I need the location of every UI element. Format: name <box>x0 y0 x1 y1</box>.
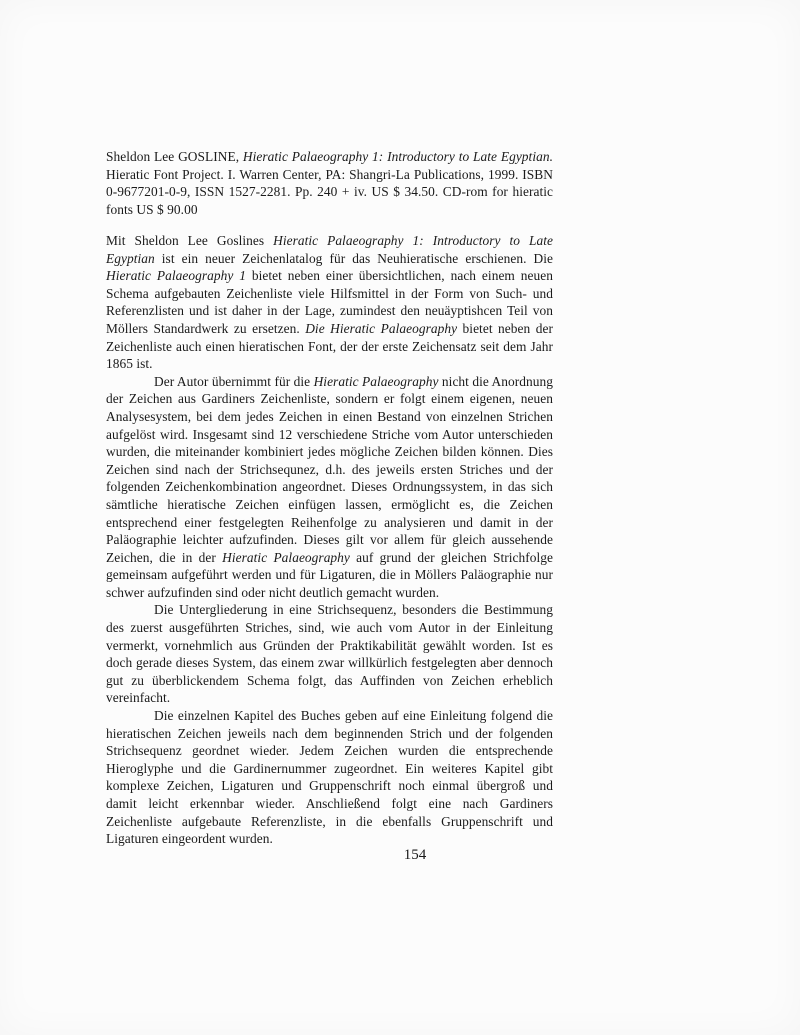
book-title-ref: Hieratic Palaeography 1: Introductory to Late Egyptian <box>106 233 553 266</box>
citation-details: Hieratic Font Project. I. Warren Center, PA: Shangri-La Publications, 1999. ISBN 0-9677201-0-9, ISSN 1527-2281. Pp. 240 + iv. US $ 34.50. CD-rom for hieratic fonts US $ 90.00 <box>106 166 553 217</box>
book-title-ref: Die Hieratic Palaeography <box>305 320 458 336</box>
review-text: Mit Sheldon Lee Goslines <box>106 233 274 248</box>
review-paragraph-2 <box>106 373 553 602</box>
review-body <box>106 232 553 848</box>
review-text: bietet neben einer übersichtlichen, nach einem neuen Schema aufgebauten Zeichenliste viele Hilfsmittel in der Form von Such- und Referenzlisten und ist daher in der Lage, zumindest den neuäyptishcen Teil von Möllers Standardwerk zu ersetzen. <box>106 268 553 336</box>
book-title-ref: Hieratic Palaeography 1 <box>106 268 246 284</box>
citation-title: Hieratic Palaeography 1: Introductory to Late Egyptian. <box>242 149 553 164</box>
citation-author: Sheldon Lee GOSLINE, <box>106 149 243 164</box>
review-text: auf grund der gleichen Strichfolge gemeinsam aufgeführt werden und für Ligaturen, die in Möllers Paläographie nur schwer aufzufinden sind oder nicht deutlich gemacht wurden. <box>106 549 553 600</box>
page-number: 154 <box>403 847 427 863</box>
review-text: ist ein neuer Zeichenlatalog für das Neuhieratische erschienen. Die <box>154 250 553 266</box>
review-text: Der Autor übernimmt für die <box>154 373 314 389</box>
review-paragraph-1 <box>106 232 553 373</box>
review-text: bietet neben der Zeichenliste auch einen hieratischen Font, der der erste Zeichensatz seit dem Jahr 1865 ist. <box>106 320 553 372</box>
review-paragraph-3: Die Untergliederung in eine Strichsequenz, besonders die Bestimmung des zuerst ausgeführten Striches, sind, wie auch vom Autor in der Einleitung vermerkt, vornehmlich aus Gründen der Praktikabilität gewählt worden. Ist es doch gerade dieses System, das einem zwar willkürlich festgelegten aber dennoch gut zu überblickendem Schema folgt, das Auffinden von Zeichen erheblich vereinfacht. <box>106 602 553 706</box>
review-paragraph-4: Die einzelnen Kapitel des Buches geben auf eine Einleitung folgend die hieratischen Zeichen jeweils nach dem beginnenden Strich und der folgenden Strichsequenz geordnet wieder. Jedem Zeichen wurden die entsprechende Hieroglyphe und die Gardinernummer zugeordnet. Ein weiteres Kapitel gibt komplexe Zeichen, Ligaturen und Gruppenschrift noch einmal übergroß und damit leicht erkennbar wieder. Anschließend folgt eine nach Gardiners Zeichenliste aufgebaute Referenzliste, in die ebenfalls Gruppenschrift und Ligaturen eingeordent wurden. <box>106 708 553 847</box>
book-title-ref: Hieratic Palaeography <box>222 549 350 565</box>
bibliographic-citation <box>106 148 553 218</box>
review-text: nicht die Anordnung der Zeichen aus Gardiners Zeichenliste, sondern er folgt einem eigenen, neuen Analysesystem, bei dem jedes Zeichen in einen Bestand von einzelnen Strichen aufgelöst wird. Insgesamt sind 12 verschiedene Striche vom Autor unterschieden wurden, die miteinander kombiniert jedes mögliche Zeichen bilden können. Dies Zeichen sind nach der Strichsequnez, d.h. des jeweils ersten Striches und der folgenden Zeichenkombination angeordnet. Dieses Ordnungssystem, in das sich sämtliche hieratische Zeichen einfügen lassen, ermöglicht es, die Zeichen entsprechend einer festgelegten Reihenfolge zu analysieren und damit in der Paläographie leichter aufzufinden. Dieses gilt vor allem für gleich aussehende Zeichen, die in der <box>106 373 554 565</box>
book-title-ref: Hieratic Palaeography <box>313 373 439 389</box>
